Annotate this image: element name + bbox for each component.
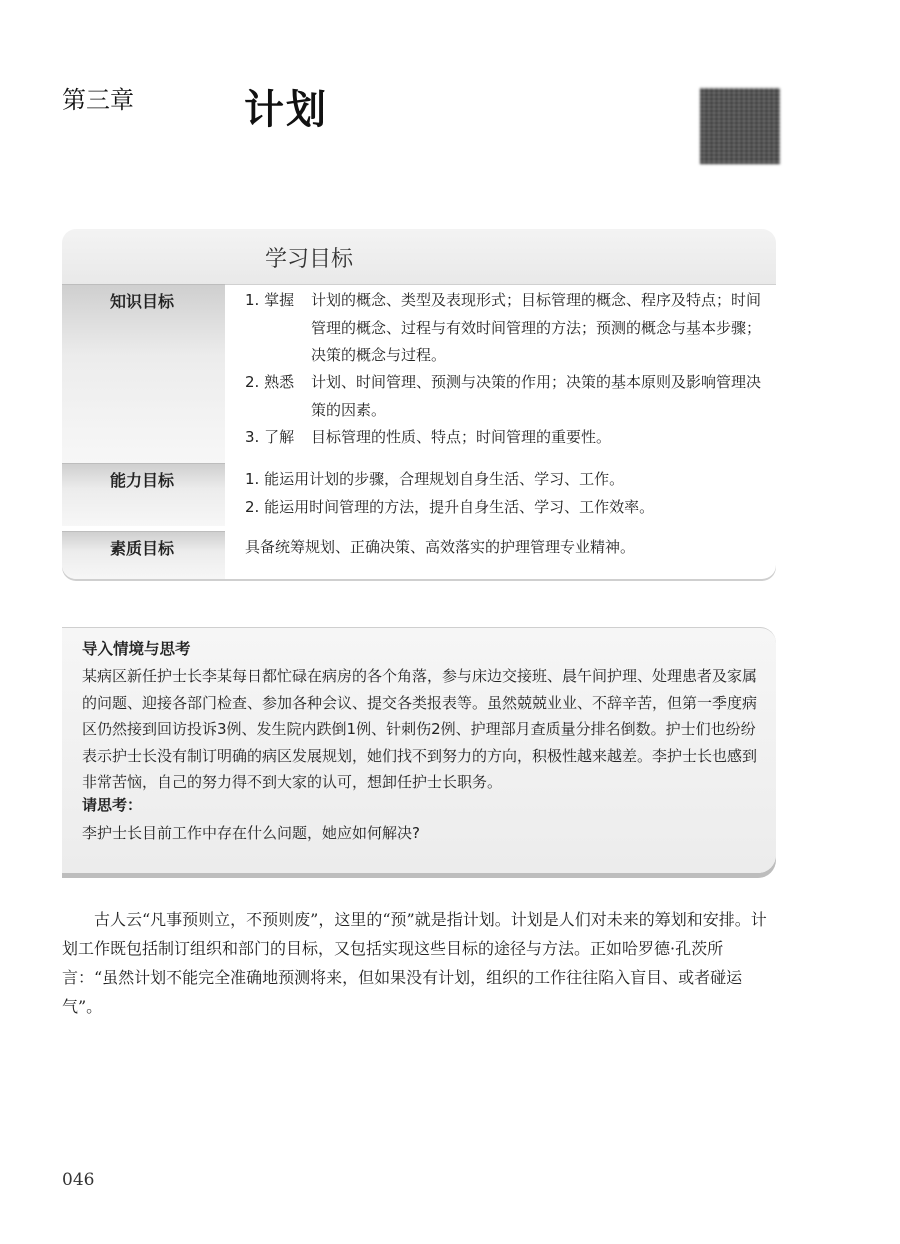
knowledge-item-text: 计划的概念、类型及表现形式；目标管理的概念、程序及特点；时间管理的概念、过程与有效时间管理的方法；预测的概念与基本步骤；决策的概念与过程。 [311, 291, 762, 364]
intro-body: 某病区新任护士长李某每日都忙碌在病房的各个角落，参与床边交接班、晨午间护理、处理患者及家属的问题、迎接各部门检查、参加各种会议、提交各类报表等。虽然兢兢业业、不辞辛苦，但第一季度病区仍然接到回访投诉3例、发生院内跌倒1例、针刺伤2例、护理部月查质量分排名倒数。护士们也纷纷表示护士长没有制订明确的病区发展规划，她们找不到努力的方向，积极性越来越差。李护士长也感到非常苦恼，自己的努力得不到大家的认可，想卸任护士长职务。 [82, 667, 758, 791]
knowledge-item-num: 1. 掌握 [245, 291, 295, 309]
ability-objectives-row [62, 463, 776, 527]
knowledge-objectives-row [62, 284, 776, 464]
body-paragraph: 古人云“凡事预则立，不预则废”，这里的“预”就是指计划。计划是人们对未来的筹划和安排。计划工作既包括制订组织和部门的目标，又包括实现这些目标的途径与方法。正如哈罗德·孔茨所言：“虽然计划不能完全准确地预测将来，但如果没有计划，组织的工作往往陷入盲目、或者碰运气”。 [62, 910, 767, 1016]
objectives-header-title: 学习目标 [265, 247, 354, 272]
quality-objectives-content [245, 534, 765, 562]
ability-objectives-label-cell [62, 463, 225, 526]
quality-objectives-row [62, 531, 776, 579]
objectives-header [62, 229, 776, 285]
page-number: 046 [62, 1170, 95, 1190]
ability-item: 2. 能运用时间管理的方法，提升自身生活、学习、工作效率。 [245, 497, 655, 516]
ability-objectives-label: 能力目标 [110, 471, 175, 490]
intro-ask: 请思考： [82, 796, 143, 814]
knowledge-item-text: 计划、时间管理、预测与决策的作用；决策的基本原则及影响管理决策的因素。 [311, 373, 762, 419]
intro-scenario-box [62, 627, 776, 873]
intro-question: 李护士长目前工作中存在什么问题，她应如何解决? [82, 824, 420, 842]
chapter-label: 第三章 [62, 86, 134, 114]
intro-title: 导入情境与思考 [82, 640, 191, 658]
knowledge-item-text: 目标管理的性质、特点；时间管理的重要性。 [311, 428, 612, 446]
quality-item: 具备统筹规划、正确决策、高效落实的护理管理专业精神。 [245, 538, 636, 556]
knowledge-item [245, 369, 765, 424]
knowledge-item-num: 3. 了解 [245, 428, 295, 446]
knowledge-objectives-content [245, 287, 765, 452]
ability-objectives-content [245, 466, 765, 521]
ability-item: 1. 能运用计划的步骤，合理规划自身生活、学习、工作。 [245, 470, 625, 488]
knowledge-item-num: 2. 熟悉 [245, 373, 295, 391]
chapter-title: 计划 [244, 86, 328, 133]
quality-objectives-label-cell [62, 531, 225, 579]
quality-objectives-label: 素质目标 [110, 539, 175, 558]
knowledge-objectives-label: 知识目标 [110, 292, 175, 311]
learning-objectives-box [62, 229, 776, 579]
qr-code-icon[interactable] [700, 88, 780, 164]
knowledge-item [245, 287, 765, 369]
knowledge-objectives-label-cell [62, 284, 225, 463]
knowledge-item [245, 424, 765, 452]
